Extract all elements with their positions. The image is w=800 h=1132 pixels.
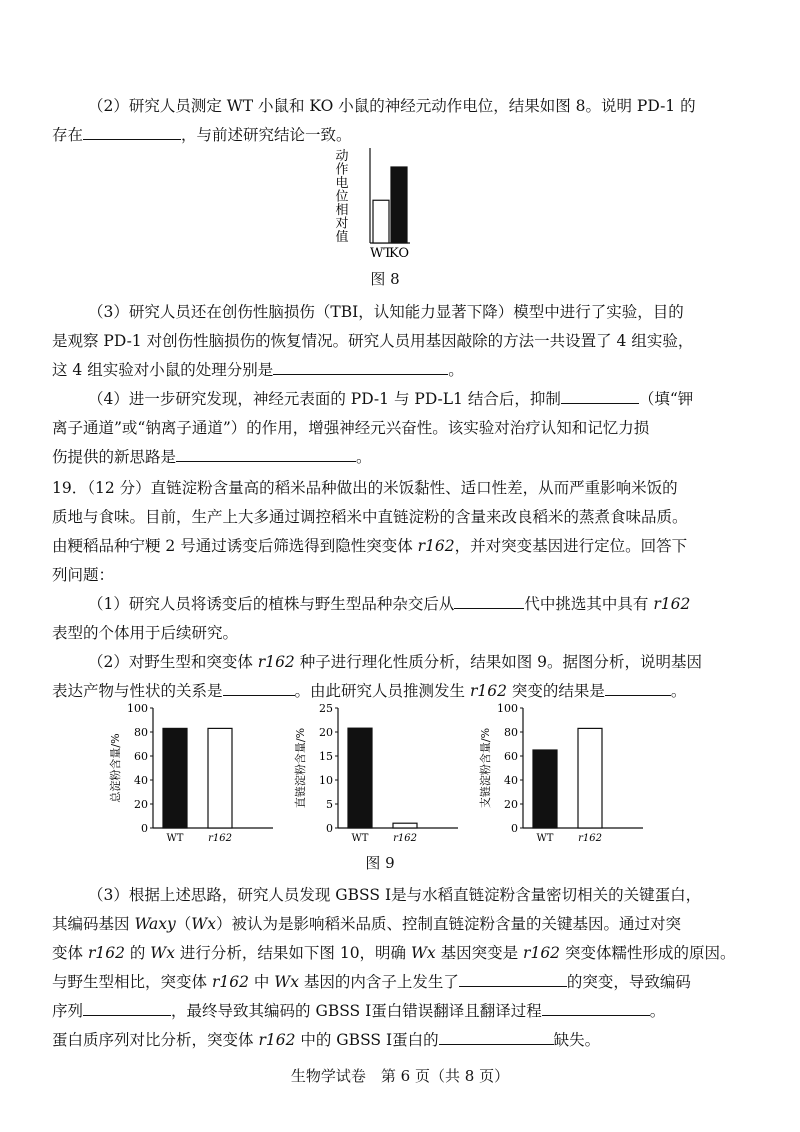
text: 缺失。 [553, 1031, 601, 1049]
text: 基因的内含子上发生了 [298, 973, 459, 991]
text: ）被认为是影响稻米品质、控制直链淀粉含量的关键基因。通过对突 [215, 915, 681, 933]
q19-p2-line1 [88, 652, 702, 672]
bar-WT [348, 728, 372, 828]
bar-r162 [578, 728, 602, 828]
y-tick-label: 5 [326, 798, 333, 811]
answer-blank [542, 1001, 650, 1016]
y-axis-label: 支链淀粉含量/% [479, 727, 492, 809]
q18-p3-line1: （3）研究人员还在创伤性脑损伤（TBI，认知能力显著下降）模型中进行了实验，目的 [88, 303, 684, 321]
text: 的突变，导致编码 [566, 973, 691, 991]
text: 进行分析，结果如下图 10，明确 [174, 944, 411, 962]
text: 存在 [52, 126, 84, 144]
x-tick-label: r162 [208, 833, 232, 844]
text: ，并对突变基因进行定位。回答下 [454, 537, 688, 555]
text: （ [175, 915, 192, 933]
q19-p3-line1: （3）根据上述思路，研究人员发现 GBSS Ⅰ是与水稻直链淀粉含量密切相关的关键蛋白， [88, 886, 702, 904]
bar-WT [373, 200, 389, 243]
y-tick-label: 20 [504, 798, 518, 811]
q18-p4-line1 [88, 389, 693, 409]
text: 表达产物与性状的关系是 [52, 682, 223, 700]
text: （1）研究人员将诱变后的植株与野生型品种杂交后从 [88, 595, 455, 613]
text: 伤提供的新思路是 [52, 448, 177, 466]
y-tick-label: 100 [497, 702, 518, 715]
figure-8-caption: 图 8 [370, 270, 400, 288]
q19-p1-line1 [88, 594, 690, 614]
x-tick-label: r162 [393, 833, 417, 844]
answer-blank [273, 360, 448, 375]
x-tick-label: WT [166, 833, 184, 844]
answer-blank [223, 681, 295, 696]
figure-9-amylopectin-chart [475, 700, 655, 850]
answer-blank [439, 1030, 554, 1045]
figure-9-total-starch-chart [105, 700, 285, 850]
text: 。 [649, 1002, 666, 1020]
answer-blank [454, 594, 524, 609]
text: 与野生型相比，突变体 [52, 973, 212, 991]
q18-p2-line1: （2）研究人员测定 WT 小鼠和 KO 小鼠的神经元动作电位，结果如图 8。说明 PD-1 的 [88, 97, 696, 115]
y-tick-label: 10 [319, 774, 333, 787]
text: （2）对野生型和突变体 [88, 653, 258, 671]
answer-blank [83, 125, 181, 140]
text: 其编码基因 [52, 915, 135, 933]
q19-line2: 质地与食味。目前，生产上大多通过调控稻米中直链淀粉的含量来改良稻米的蒸煮食味品质。 [52, 508, 688, 526]
y-tick-label: 60 [134, 750, 148, 763]
text: 。 [448, 361, 464, 379]
q19-p3-line6 [52, 1030, 600, 1050]
text: （4）进一步研究发现，神经元表面的 PD-1 与 PD-L1 结合后，抑制 [88, 390, 561, 408]
y-axis-label-char: 作 [335, 162, 349, 178]
y-axis-label: 直链淀粉含量/% [294, 727, 307, 809]
y-axis-label-char: 位 [335, 189, 349, 205]
q19-p2-line2 [52, 681, 686, 701]
y-tick-label: 80 [134, 726, 148, 739]
q18-p4-line3 [52, 447, 372, 467]
q19-line3 [52, 536, 687, 556]
q19-p3-line3 [52, 943, 735, 963]
q18-p3-line3 [52, 360, 464, 380]
gene-name: Wx [411, 944, 436, 962]
text: 这 4 组实验对小鼠的处理分别是 [52, 361, 274, 379]
text: （填“钾 [638, 390, 694, 408]
y-axis-label-char: 电 [335, 176, 349, 191]
y-axis-label-char: 相 [335, 203, 349, 218]
y-tick-label: 0 [326, 822, 333, 835]
text: 突变体糯性形成的原因。 [560, 944, 736, 962]
q18-p3-line2: 是观察 PD-1 对创伤性脑损伤的恢复情况。研究人员用基因敲除的方法一共设置了 4 组实验， [52, 332, 694, 350]
answer-blank [561, 389, 639, 404]
q19-p3-line2 [52, 914, 681, 934]
mutant-name: r162 [211, 973, 249, 991]
text: ，与前述研究结论一致。 [181, 126, 352, 144]
y-tick-label: 0 [141, 822, 148, 835]
x-tick-label: r162 [578, 833, 602, 844]
text: 代中挑选其中具有 [524, 595, 654, 613]
text: 蛋白质序列对比分析，突变体 [52, 1031, 259, 1049]
q19-line4: 列问题： [52, 566, 115, 584]
bar-WT [533, 750, 557, 828]
gene-name: Wx [191, 915, 216, 933]
y-tick-label: 15 [319, 750, 333, 763]
bar-r162 [208, 728, 232, 828]
y-tick-label: 80 [504, 726, 518, 739]
q19-p3-line4 [52, 972, 691, 992]
figure-9-caption: 图 9 [365, 854, 395, 872]
y-axis-label: 总淀粉含量/% [109, 733, 122, 803]
y-tick-label: 25 [319, 702, 333, 715]
text: 。 [356, 448, 372, 466]
text: 变体 [52, 944, 88, 962]
mutant-name: r162 [653, 595, 691, 613]
y-tick-label: 0 [511, 822, 518, 835]
q19-p3-line5 [52, 1001, 665, 1021]
mutant-name: r162 [469, 682, 507, 700]
text: 基因突变是 [435, 944, 524, 962]
text: 由粳稻品种宁粳 2 号通过诱变后筛选得到隐性突变体 [52, 537, 418, 555]
y-tick-label: 20 [319, 726, 333, 739]
mutant-name: r162 [257, 653, 295, 671]
answer-blank [83, 1001, 171, 1016]
x-tick-label: KO [388, 246, 410, 261]
text: 中 [248, 973, 275, 991]
mutant-name: r162 [258, 1031, 296, 1049]
text: 。由此研究人员推测发生 [294, 682, 470, 700]
y-tick-label: 100 [127, 702, 148, 715]
y-tick-label: 40 [504, 774, 518, 787]
mutant-name: r162 [87, 944, 125, 962]
answer-blank [459, 972, 567, 987]
gene-name: Wx [150, 944, 175, 962]
answer-blank [605, 681, 671, 696]
text: 序列 [52, 1002, 84, 1020]
text: 中的 GBSS Ⅰ蛋白的 [295, 1031, 439, 1049]
figure-8-chart [330, 148, 450, 268]
figure-9-amylose-chart [290, 700, 470, 850]
x-tick-label: WT [369, 246, 393, 261]
y-tick-label: 20 [134, 798, 148, 811]
text: 的 [124, 944, 151, 962]
y-tick-label: 40 [134, 774, 148, 787]
q18-p2-line2 [52, 125, 352, 145]
q19-line1: 19．（12 分）直链淀粉含量高的稻米品种做出的米饭黏性、适口性差，从而严重影响米饭的 [52, 479, 678, 497]
text: 突变的结果是 [506, 682, 605, 700]
x-tick-label: WT [351, 833, 369, 844]
gene-name: Wx [274, 973, 299, 991]
text: 。 [670, 682, 687, 700]
gene-name: Waxy [134, 915, 176, 933]
bar-KO [391, 167, 407, 243]
answer-blank [176, 447, 356, 462]
mutant-name: r162 [417, 537, 455, 555]
mutant-name: r162 [523, 944, 561, 962]
q19-p1-line2: 表型的个体用于后续研究。 [52, 624, 239, 642]
text: 种子进行理化性质分析，结果如图 9。据图分析，说明基因 [294, 653, 703, 671]
y-axis-label-char: 动 [335, 149, 349, 164]
bar-WT [163, 728, 187, 828]
x-tick-label: WT [536, 833, 554, 844]
y-tick-label: 60 [504, 750, 518, 763]
page-footer: 生物学试卷 第 6 页（共 8 页） [290, 1067, 510, 1085]
q18-p4-line2: 离子通道”或“钠离子通道”）的作用，增强神经元兴奋性。该实验对治疗认知和记忆力损 [52, 419, 650, 437]
bar-r162 [393, 823, 417, 828]
y-axis-label-char: 值 [335, 230, 349, 245]
text: ，最终导致其编码的 GBSS Ⅰ蛋白错误翻译且翻译过程 [171, 1002, 542, 1020]
y-axis-label-char: 对 [335, 216, 349, 232]
